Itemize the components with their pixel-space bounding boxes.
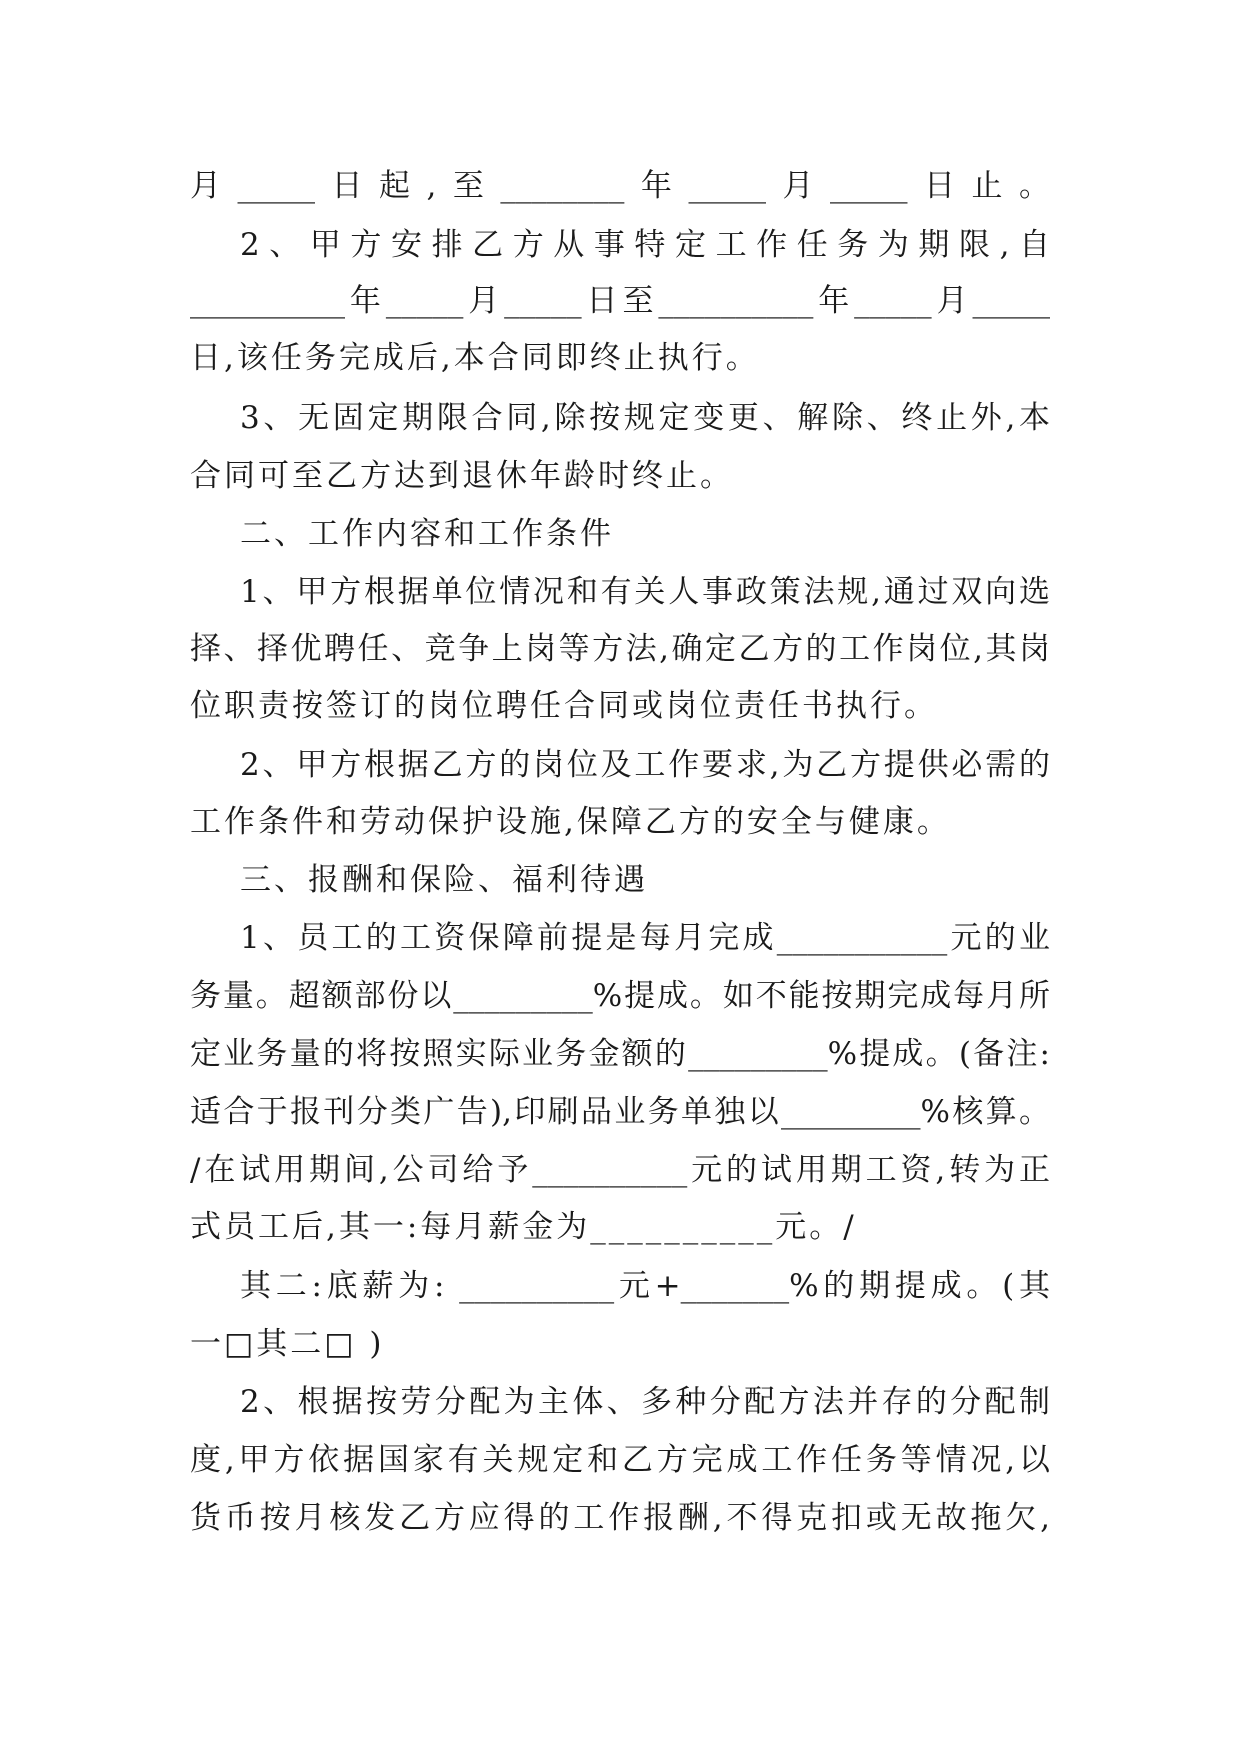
text-line: 1、甲方根据单位情况和有关人事政策法规,通过双向选: [240, 574, 1050, 610]
text-line: 位职责按签订的岗位聘任合同或岗位责任书执行。: [190, 688, 938, 724]
text-line: 2、甲方安排乙方从事特定工作任务为期限,自: [240, 227, 1050, 263]
text-line: /在试用期间,公司给予__________元的试用期工资,转为正: [190, 1152, 1050, 1188]
text-line: 2、根据按劳分配为主体、多种分配方法并存的分配制: [240, 1384, 1050, 1420]
text-line: 一□其二□ ): [190, 1326, 385, 1362]
text-line: 货币按月核发乙方应得的工作报酬,不得克扣或无故拖欠,: [190, 1500, 1050, 1536]
section-heading: 二、工作内容和工作条件: [240, 516, 614, 552]
text-line: 月_____日起,至________年_____月_____日止。: [190, 168, 1050, 204]
text-line: 适合于报刊分类广告),印刷品业务单独以_________%核算。: [190, 1094, 1050, 1130]
text-line: 日,该任务完成后,本合同即终止执行。: [190, 340, 760, 376]
text-line: 合同可至乙方达到退休年龄时终止。: [190, 458, 734, 494]
text-line: 工作条件和劳动保护设施,保障乙方的安全与健康。: [190, 804, 951, 840]
text-line: 定业务量的将按照实际业务金额的_________%提成。(备注:: [190, 1036, 1050, 1072]
text-line: 择、择优聘任、竞争上岗等方法,确定乙方的工作岗位,其岗: [190, 631, 1050, 667]
text-line: 式员工后,其一:每月薪金为__________元。/: [190, 1209, 857, 1245]
text-line: 2、甲方根据乙方的岗位及工作要求,为乙方提供必需的: [240, 747, 1050, 783]
text-line: 3、无固定期限合同,除按规定变更、解除、终止外,本: [240, 400, 1050, 436]
text-line: 1、员工的工资保障前提是每月完成___________元的业: [240, 920, 1050, 956]
section-heading: 三、报酬和保险、福利待遇: [240, 862, 648, 898]
text-line: __________年_____月_____日至__________年_____月_____: [190, 283, 1050, 319]
text-line: 度,甲方依据国家有关规定和乙方完成工作任务等情况,以: [190, 1442, 1050, 1478]
text-line: 务量。超额部份以_________%提成。如不能按期完成每月所: [190, 978, 1050, 1014]
text-line: 其二:底薪为: __________元+_______%的期提成。(其: [240, 1268, 1050, 1304]
